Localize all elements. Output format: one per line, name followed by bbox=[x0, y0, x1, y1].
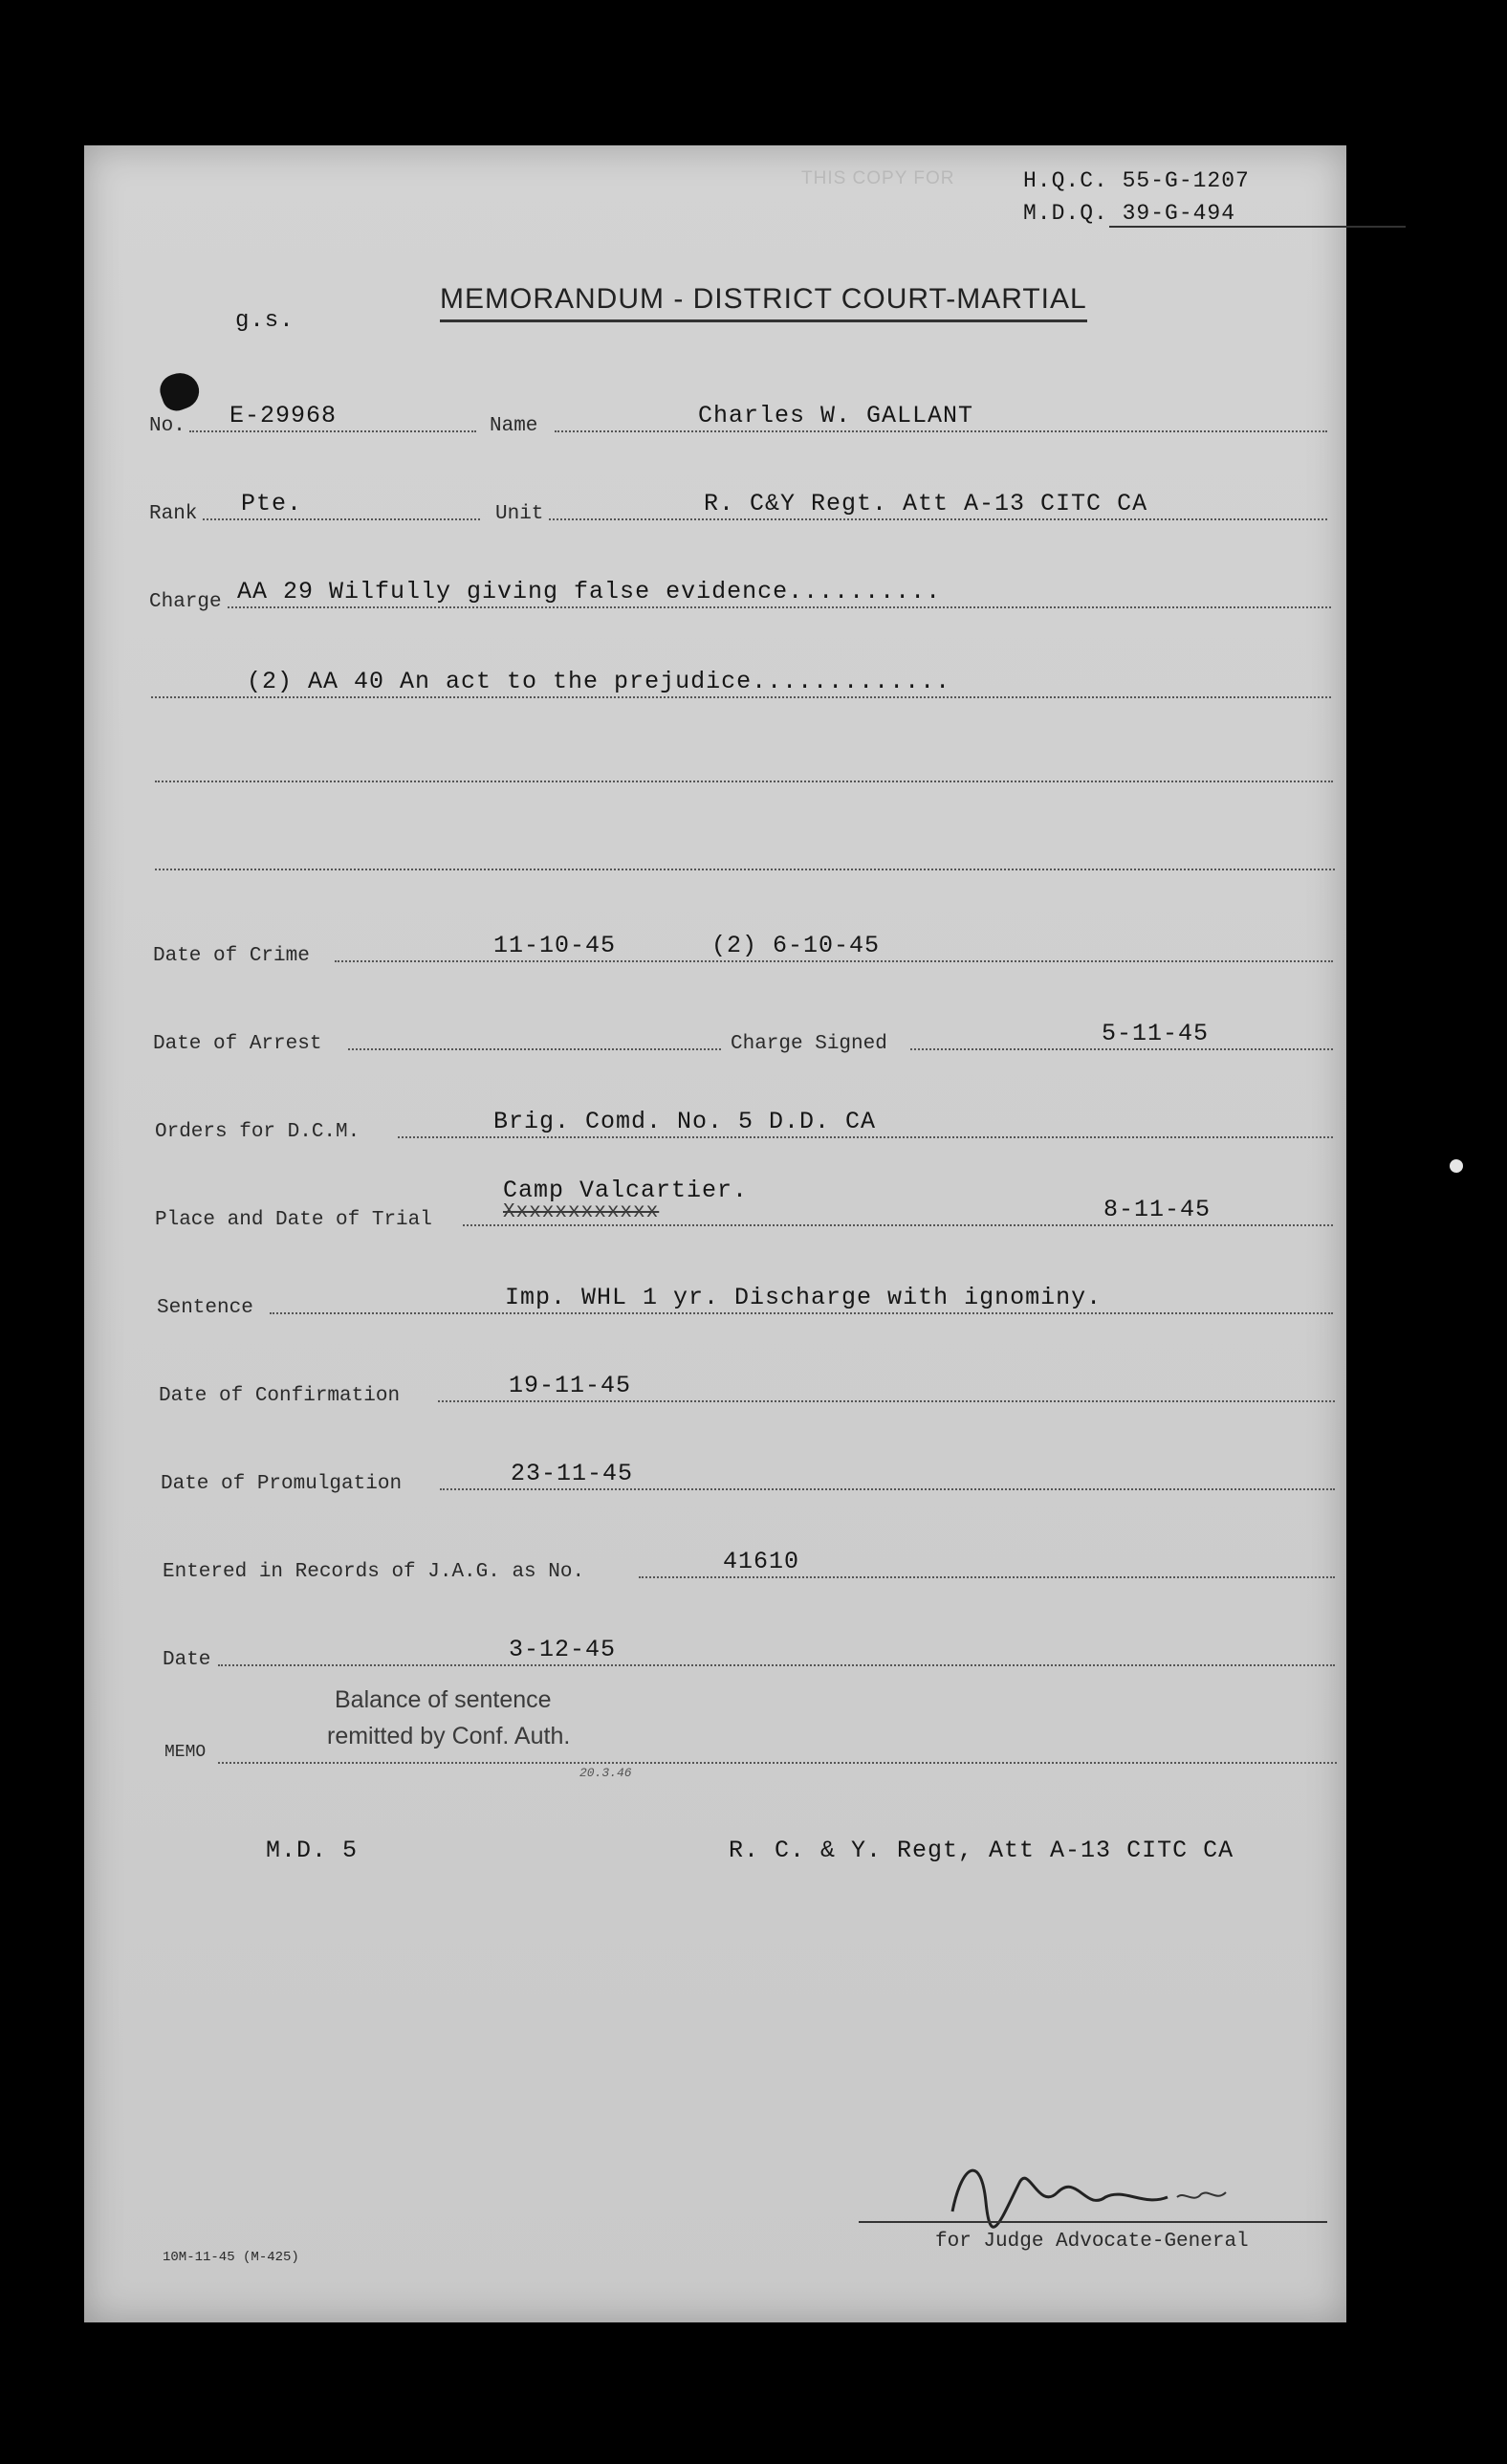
confirmation-date: 19-11-45 bbox=[509, 1372, 632, 1399]
confirmation-rule bbox=[438, 1400, 1335, 1402]
orders-value: Brig. Comd. No. 5 D.D. CA bbox=[493, 1108, 877, 1135]
memo-rule bbox=[218, 1762, 1337, 1764]
struck-text: Xxxxxxxxxxxx bbox=[503, 1201, 660, 1223]
page-title: MEMORANDUM - DISTRICT COURT-MARTIAL bbox=[440, 283, 1087, 322]
charge-signed-rule bbox=[910, 1048, 1333, 1050]
unit-rule bbox=[549, 518, 1327, 520]
arrest-date-label: Date of Arrest bbox=[153, 1033, 322, 1055]
trial-label: Place and Date of Trial bbox=[155, 1209, 432, 1231]
charge-rule-4 bbox=[155, 869, 1335, 870]
promulgation-date: 23-11-45 bbox=[511, 1460, 634, 1487]
unit-label: Unit bbox=[495, 503, 544, 525]
charge-rule-3 bbox=[155, 781, 1333, 782]
crime-date-label: Date of Crime bbox=[153, 945, 310, 967]
charge-2: (2) AA 40 An act to the prejudice............. bbox=[247, 668, 951, 695]
crime-date-1: 11-10-45 bbox=[493, 932, 617, 959]
sentence-label: Sentence bbox=[157, 1297, 253, 1319]
no-label: No. bbox=[149, 415, 186, 437]
district-code: M.D. 5 bbox=[266, 1837, 359, 1864]
footer-unit: R. C. & Y. Regt, Att A-13 CITC CA bbox=[729, 1837, 1234, 1864]
memo-note: 20.3.46 bbox=[579, 1766, 632, 1780]
ink-blot bbox=[156, 367, 205, 414]
name-label: Name bbox=[490, 415, 538, 437]
jag-label: Entered in Records of J.A.G. as No. bbox=[163, 1561, 585, 1583]
promulgation-label: Date of Promulgation bbox=[161, 1473, 403, 1495]
orders-label: Orders for D.C.M. bbox=[155, 1121, 360, 1143]
name-rule bbox=[555, 430, 1327, 432]
orders-rule bbox=[398, 1136, 1333, 1138]
date-label: Date bbox=[163, 1649, 211, 1671]
date-value: 3-12-45 bbox=[509, 1636, 617, 1663]
memo-label: MEMO bbox=[164, 1743, 207, 1762]
signature-scrawl bbox=[933, 2145, 1239, 2240]
charge-signed-date: 5-11-45 bbox=[1102, 1020, 1210, 1047]
memorandum-page bbox=[84, 145, 1346, 2322]
memo-line-1: Balance of sentence bbox=[335, 1686, 552, 1713]
hq-file-number: H.Q.C. 55-G-1207 bbox=[1023, 168, 1250, 193]
unit-value: R. C&Y Regt. Att A-13 CITC CA bbox=[704, 490, 1148, 517]
promulgation-rule bbox=[440, 1488, 1335, 1490]
charge-rule-2 bbox=[151, 696, 1331, 698]
rank-rule bbox=[203, 518, 480, 520]
jag-number: 41610 bbox=[723, 1548, 800, 1575]
copy-stamp: THIS COPY FOR bbox=[801, 168, 955, 188]
charge-rule-1 bbox=[228, 606, 1331, 608]
rank-label: Rank bbox=[149, 503, 198, 525]
memo-line-2: remitted by Conf. Auth. bbox=[327, 1723, 571, 1749]
margin-speck bbox=[1450, 1159, 1463, 1173]
charge-1: AA 29 Wilfully giving false evidence.......... bbox=[237, 578, 942, 605]
rank-value: Pte. bbox=[241, 490, 303, 517]
trial-date: 8-11-45 bbox=[1103, 1196, 1212, 1223]
sentence-rule bbox=[270, 1312, 1333, 1314]
soldier-name: Charles W. GALLANT bbox=[698, 402, 974, 429]
file-underline bbox=[1109, 226, 1406, 228]
trial-place: Camp Valcartier. bbox=[503, 1177, 749, 1204]
arrest-rule bbox=[348, 1048, 721, 1050]
signature-line bbox=[859, 2221, 1327, 2223]
charge-signed-label: Charge Signed bbox=[731, 1033, 887, 1055]
crime-date-2: (2) 6-10-45 bbox=[711, 932, 881, 959]
sentence-value: Imp. WHL 1 yr. Discharge with ignominy. bbox=[505, 1284, 1103, 1311]
date-rule bbox=[218, 1664, 1335, 1666]
confirmation-label: Date of Confirmation bbox=[159, 1385, 401, 1407]
charge-label: Charge bbox=[149, 591, 222, 613]
form-number: 10M-11-45 (M-425) bbox=[163, 2250, 299, 2265]
no-rule bbox=[189, 430, 476, 432]
corner-mark: g.s. bbox=[235, 308, 295, 334]
crime-rule bbox=[335, 960, 1333, 962]
trial-rule bbox=[463, 1224, 1333, 1226]
md-file-number: M.D.Q. 39-G-494 bbox=[1023, 201, 1236, 226]
signed-for: for Judge Advocate-General bbox=[935, 2231, 1249, 2253]
jag-rule bbox=[639, 1576, 1335, 1578]
service-number: E-29968 bbox=[229, 402, 338, 429]
